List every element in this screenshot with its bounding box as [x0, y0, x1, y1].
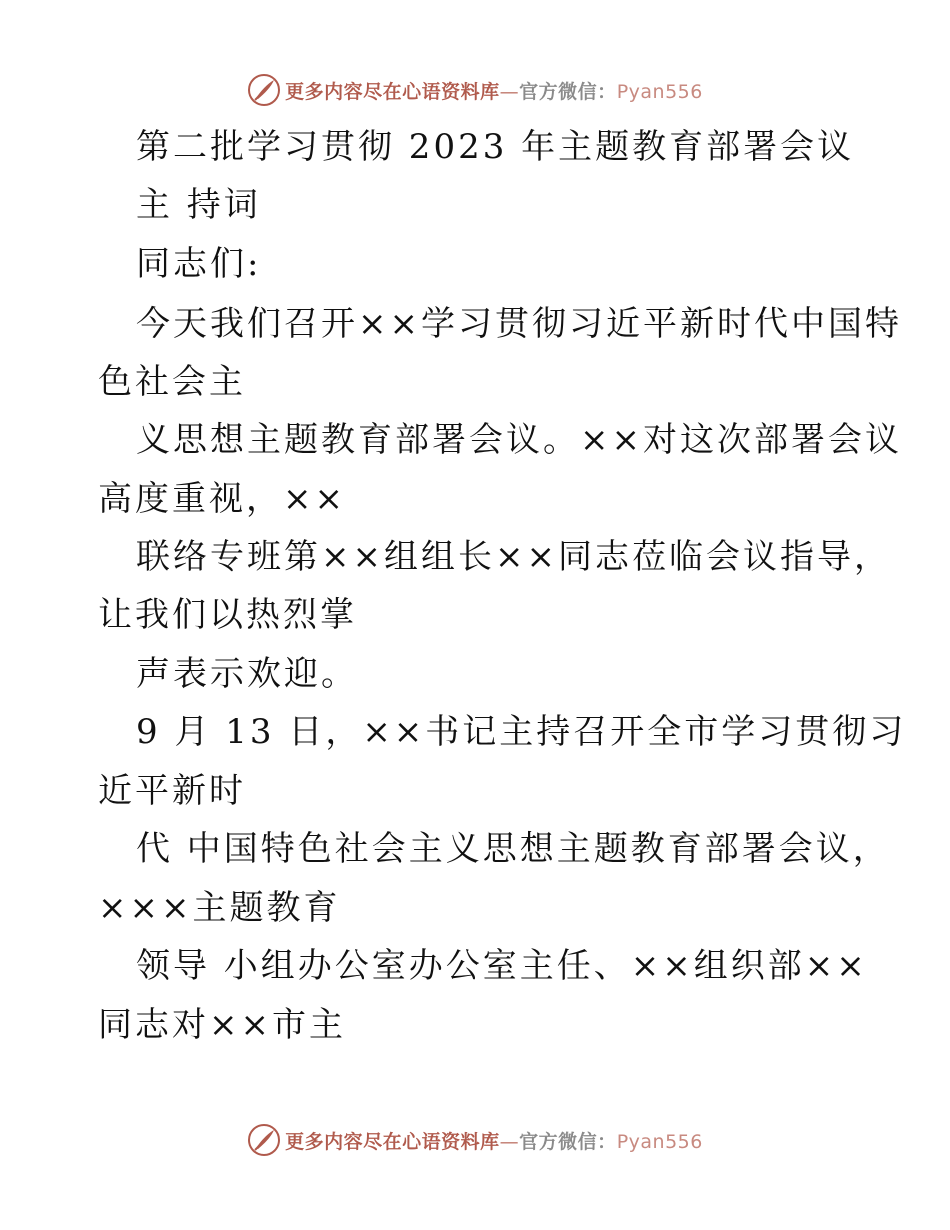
body-line: 联络专班第××组组长××同志莅临会议指导，	[136, 537, 891, 577]
body-line: 声表示欢迎。	[136, 654, 358, 694]
watermark-wechat-id: Pyan556	[616, 80, 703, 103]
footer-watermark	[0, 1120, 950, 1160]
body-line: 同志对××市主	[98, 1005, 346, 1045]
salutation: 同志们:	[136, 244, 262, 284]
watermark-separator: —	[499, 1130, 520, 1153]
body-line: 领导 小组办公室办公室主任、××组织部××	[136, 946, 868, 986]
watermark-wechat-id: Pyan556	[616, 1130, 703, 1153]
body-line: 近平新时	[98, 771, 246, 811]
body-line: 让我们以热烈掌	[98, 595, 357, 635]
watermark-wechat-label: 官方微信：	[519, 1130, 617, 1153]
document-title-continued: 主 持词	[136, 185, 261, 225]
body-line: ×××主题教育	[98, 888, 341, 928]
watermark-separator: —	[499, 80, 520, 103]
body-line: 义思想主题教育部署会议。××对这次部署会议	[136, 420, 902, 460]
body-line: 9 月 13 日，××书记主持召开全市学习贯彻习	[136, 712, 907, 752]
body-line: 高度重视，××	[98, 479, 346, 519]
body-line: 今天我们召开××学习贯彻习近平新时代中国特	[136, 304, 902, 344]
watermark-site-text: 更多内容尽在心语资料库	[285, 1130, 500, 1153]
watermark-site-text: 更多内容尽在心语资料库	[285, 80, 500, 103]
document-title: 第二批学习贯彻 2023 年主题教育部署会议	[136, 127, 855, 167]
quill-pen-logo-icon	[247, 1123, 281, 1157]
watermark-wechat-label: 官方微信：	[519, 80, 617, 103]
body-line: 代 中国特色社会主义思想主题教育部署会议，	[136, 829, 890, 869]
body-line: 色社会主	[98, 362, 246, 402]
